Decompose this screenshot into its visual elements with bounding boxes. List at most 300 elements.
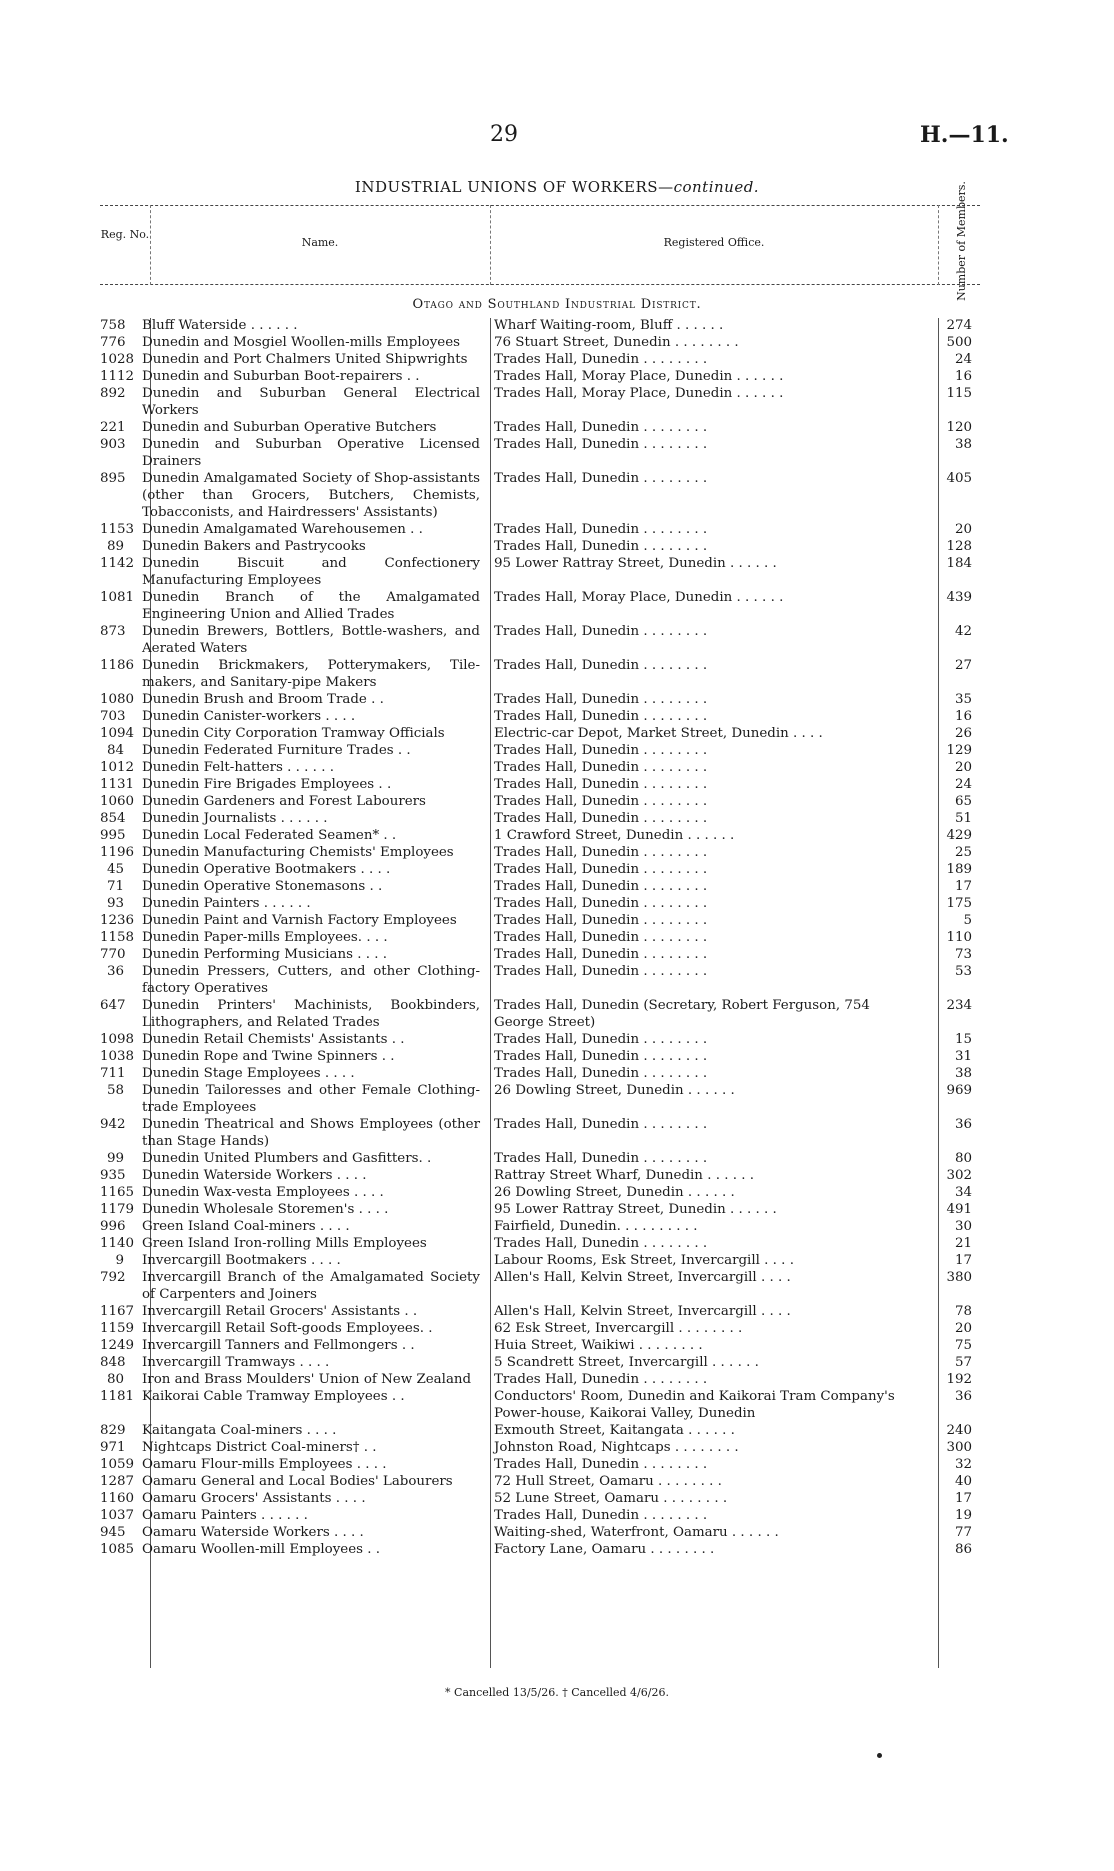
union-name-cell: Dunedin Amalgamated Society of Shop-assistants (other than Grocers, Butchers, Chemists, Tobacconists, and Hairdressers' Assistants) — [142, 471, 480, 520]
registered-office-cell: Trades Hall, Moray Place, Dunedin . . . . . . — [494, 369, 784, 384]
registered-office-cell: Trades Hall, Dunedin . . . . . . . . — [494, 845, 708, 860]
reg-no-cell: 1181 — [100, 1389, 135, 1404]
header-name: Name. — [301, 236, 339, 249]
members-count-cell: 53 — [954, 964, 972, 979]
table-row — [100, 691, 980, 708]
reg-no-cell: 93 — [106, 896, 124, 911]
reg-no-cell: 1012 — [100, 760, 135, 775]
reg-no-cell: 945 — [100, 1525, 126, 1540]
table-row — [100, 997, 980, 1031]
registered-office-cell: Trades Hall, Dunedin . . . . . . . . — [494, 862, 708, 877]
reg-no-cell: 80 — [106, 1372, 124, 1387]
registered-office-cell: Huia Street, Waikiwi . . . . . . . . — [494, 1338, 703, 1353]
reg-no-cell: 45 — [106, 862, 124, 877]
members-count-cell: 36 — [954, 1389, 972, 1404]
union-name-cell: Dunedin Wholesale Storemen's . . . . — [142, 1202, 389, 1217]
union-name-cell: Invercargill Retail Grocers' Assistants . . — [142, 1304, 418, 1319]
registered-office-cell: Trades Hall, Dunedin . . . . . . . . — [494, 658, 708, 673]
union-name-cell: Dunedin Branch of the Amalgamated Engineering Union and Allied Trades — [142, 590, 480, 622]
registered-office-cell: Trades Hall, Dunedin . . . . . . . . — [494, 624, 708, 639]
table-row — [100, 759, 980, 776]
members-count-cell: 120 — [946, 420, 972, 435]
union-name-cell: Invercargill Tramways . . . . — [142, 1355, 330, 1370]
union-name-cell: Dunedin Printers' Machinists, Bookbinders, Lithographers, and Related Trades — [142, 998, 480, 1030]
table-row — [100, 725, 980, 742]
union-name-cell: Dunedin Canister-workers . . . . — [142, 709, 356, 724]
page-number: 29 — [490, 122, 518, 147]
registered-office-cell: Trades Hall, Dunedin . . . . . . . . — [494, 1457, 708, 1472]
members-count-cell: 80 — [954, 1151, 972, 1166]
header-bottom-rule — [100, 284, 980, 285]
union-name-cell: Dunedin Federated Furniture Trades . . — [142, 743, 411, 758]
table-row — [100, 657, 980, 691]
union-name-cell: Dunedin City Corporation Tramway Officials — [142, 726, 445, 741]
reg-no-cell: 935 — [100, 1168, 126, 1183]
table-row — [100, 929, 980, 946]
members-count-cell: 302 — [946, 1168, 972, 1183]
header-divider-office — [938, 205, 939, 285]
members-count-cell: 24 — [954, 777, 972, 792]
registered-office-cell: Trades Hall, Dunedin . . . . . . . . — [494, 522, 708, 537]
registered-office-cell: Allen's Hall, Kelvin Street, Invercargill . . . . — [494, 1270, 791, 1285]
table-row — [100, 844, 980, 861]
members-count-cell: 20 — [954, 522, 972, 537]
table-row — [100, 521, 980, 538]
table-row — [100, 385, 980, 419]
members-count-cell: 16 — [954, 709, 972, 724]
union-name-cell: Dunedin and Mosgiel Woollen-mills Employees — [142, 335, 461, 350]
union-name-cell: Dunedin and Suburban Boot-repairers . . — [142, 369, 420, 384]
reg-no-cell: 1160 — [100, 1491, 135, 1506]
members-count-cell: 30 — [954, 1219, 972, 1234]
reg-no-cell: 892 — [100, 386, 126, 401]
union-name-cell: Invercargill Branch of the Amalgamated Society of Carpenters and Joiners — [142, 1270, 480, 1302]
members-count-cell: 38 — [954, 1066, 972, 1081]
table-row — [100, 1167, 980, 1184]
reg-no-cell: 1037 — [100, 1508, 135, 1523]
registered-office-cell: 76 Stuart Street, Dunedin . . . . . . . . — [494, 335, 739, 350]
members-count-cell: 65 — [954, 794, 972, 809]
table-row — [100, 1218, 980, 1235]
table-row — [100, 351, 980, 368]
union-name-cell: Nightcaps District Coal-miners† . . — [142, 1440, 377, 1455]
reg-no-cell: 1028 — [100, 352, 135, 367]
table-row — [100, 1507, 980, 1524]
union-name-cell: Dunedin Operative Bootmakers . . . . — [142, 862, 391, 877]
members-count-cell: 184 — [946, 556, 972, 571]
members-count-cell: 25 — [954, 845, 972, 860]
registered-office-cell: Trades Hall, Dunedin . . . . . . . . — [494, 1032, 708, 1047]
members-count-cell: 128 — [946, 539, 972, 554]
union-name-cell: Oamaru Painters . . . . . . — [142, 1508, 308, 1523]
registered-office-cell: Trades Hall, Dunedin . . . . . . . . — [494, 1049, 708, 1064]
registered-office-cell: Trades Hall, Dunedin . . . . . . . . — [494, 964, 708, 979]
union-name-cell: Dunedin Brickmakers, Potterymakers, Tile-makers, and Sanitary-pipe Makers — [142, 658, 480, 690]
reg-no-cell: 1142 — [100, 556, 135, 571]
reg-no-cell: 895 — [100, 471, 126, 486]
members-count-cell: 129 — [946, 743, 972, 758]
table-row — [100, 419, 980, 436]
registered-office-cell: Trades Hall, Dunedin . . . . . . . . — [494, 760, 708, 775]
footnote: * Cancelled 13/5/26. † Cancelled 4/6/26. — [445, 1686, 669, 1699]
table-row — [100, 1116, 980, 1150]
table-row — [100, 1320, 980, 1337]
registered-office-cell: Johnston Road, Nightcaps . . . . . . . . — [494, 1440, 739, 1455]
reg-no-cell: 792 — [100, 1270, 126, 1285]
table-row — [100, 1184, 980, 1201]
members-count-cell: 300 — [946, 1440, 972, 1455]
members-count-cell: 234 — [946, 998, 972, 1013]
members-count-cell: 20 — [954, 760, 972, 775]
reg-no-cell: 71 — [106, 879, 124, 894]
union-name-cell: Dunedin Gardeners and Forest Labourers — [142, 794, 426, 809]
table-row — [100, 912, 980, 929]
union-name-cell: Dunedin Wax-vesta Employees . . . . — [142, 1185, 384, 1200]
registered-office-cell: 26 Dowling Street, Dunedin . . . . . . — [494, 1083, 735, 1098]
reg-no-cell: 758 — [100, 318, 126, 333]
registered-office-cell: Fairfield, Dunedin. . . . . . . . . . — [494, 1219, 698, 1234]
registered-office-cell: Trades Hall, Dunedin . . . . . . . . — [494, 879, 708, 894]
table-row — [100, 1354, 980, 1371]
registered-office-cell: Conductors' Room, Dunedin and Kaikorai Tram Company's Power-house, Kaikorai Valley, Dunedin — [494, 1389, 895, 1421]
members-count-cell: 189 — [946, 862, 972, 877]
members-count-cell: 27 — [954, 658, 972, 673]
table-row — [100, 368, 980, 385]
members-count-cell: 24 — [954, 352, 972, 367]
reg-no-cell: 1179 — [100, 1202, 135, 1217]
reg-no-cell: 1236 — [100, 913, 135, 928]
reg-no-cell: 221 — [100, 420, 126, 435]
members-count-cell: 17 — [954, 879, 972, 894]
registered-office-cell: 95 Lower Rattray Street, Dunedin . . . . . . — [494, 1202, 777, 1217]
reg-no-cell: 770 — [100, 947, 126, 962]
union-name-cell: Dunedin Retail Chemists' Assistants . . — [142, 1032, 405, 1047]
union-name-cell: Dunedin Biscuit and Confectionery Manufacturing Employees — [142, 556, 480, 588]
union-name-cell: Dunedin Journalists . . . . . . — [142, 811, 328, 826]
members-count-cell: 86 — [954, 1542, 972, 1557]
table-row — [100, 1541, 980, 1558]
reg-no-cell: 1165 — [100, 1185, 135, 1200]
reg-no-cell: 1287 — [100, 1474, 135, 1489]
registered-office-cell: Trades Hall, Dunedin . . . . . . . . — [494, 811, 708, 826]
reg-no-cell: 9 — [115, 1253, 124, 1268]
table-row — [100, 1048, 980, 1065]
members-count-cell: 500 — [946, 335, 972, 350]
members-count-cell: 73 — [954, 947, 972, 962]
registered-office-cell: Electric-car Depot, Market Street, Dunedin . . . . — [494, 726, 823, 741]
registered-office-cell: Trades Hall, Dunedin . . . . . . . . — [494, 1151, 708, 1166]
page-title — [0, 178, 1114, 196]
registered-office-cell: Exmouth Street, Kaitangata . . . . . . — [494, 1423, 735, 1438]
union-name-cell: Invercargill Bootmakers . . . . — [142, 1253, 341, 1268]
members-count-cell: 20 — [954, 1321, 972, 1336]
union-name-cell: Dunedin Pressers, Cutters, and other Clothing-factory Operatives — [142, 964, 480, 996]
registered-office-cell: Trades Hall, Dunedin . . . . . . . . — [494, 1372, 708, 1387]
table-row — [100, 1065, 980, 1082]
reg-no-cell: 1060 — [100, 794, 135, 809]
members-count-cell: 75 — [954, 1338, 972, 1353]
reg-no-cell: 1249 — [100, 1338, 135, 1353]
members-count-cell: 240 — [946, 1423, 972, 1438]
registered-office-cell: Allen's Hall, Kelvin Street, Invercargill . . . . — [494, 1304, 791, 1319]
union-name-cell: Dunedin and Port Chalmers United Shipwrights — [142, 352, 468, 367]
table-row — [100, 1082, 980, 1116]
members-count-cell: 38 — [954, 437, 972, 452]
table-row — [100, 1269, 980, 1303]
table-row — [100, 334, 980, 351]
union-name-cell: Dunedin Brush and Broom Trade . . — [142, 692, 384, 707]
members-count-cell: 26 — [954, 726, 972, 741]
table-row — [100, 827, 980, 844]
union-name-cell: Dunedin Paper-mills Employees. . . . — [142, 930, 388, 945]
union-name-cell: Oamaru General and Local Bodies' Labourers — [142, 1474, 453, 1489]
members-count-cell: 57 — [954, 1355, 972, 1370]
union-name-cell: Dunedin and Suburban General Electrical Workers — [142, 386, 480, 418]
union-name-cell: Dunedin Brewers, Bottlers, Bottle-washers, and Aerated Waters — [142, 624, 480, 656]
union-name-cell: Dunedin Stage Employees . . . . — [142, 1066, 355, 1081]
table-row — [100, 1150, 980, 1167]
members-count-cell: 16 — [954, 369, 972, 384]
union-name-cell: Invercargill Retail Soft-goods Employees. . — [142, 1321, 433, 1336]
registered-office-cell: Trades Hall, Dunedin . . . . . . . . — [494, 420, 708, 435]
registered-office-cell: Trades Hall, Dunedin . . . . . . . . — [494, 1236, 708, 1251]
registered-office-cell: Trades Hall, Moray Place, Dunedin . . . . . . — [494, 590, 784, 605]
members-count-cell: 192 — [946, 1372, 972, 1387]
table-row — [100, 1031, 980, 1048]
reg-no-cell: 873 — [100, 624, 126, 639]
table-row — [100, 317, 980, 334]
reg-no-cell: 647 — [100, 998, 126, 1013]
reg-no-cell: 1038 — [100, 1049, 135, 1064]
union-name-cell: Bluff Waterside . . . . . . — [142, 318, 298, 333]
reg-no-cell: 1159 — [100, 1321, 135, 1336]
document-reference: H.—11. — [920, 122, 1009, 148]
registered-office-cell: Trades Hall, Dunedin . . . . . . . . — [494, 1508, 708, 1523]
registered-office-cell: Trades Hall, Dunedin (Secretary, Robert Ferguson, 754 George Street) — [494, 998, 870, 1030]
table-row — [100, 1388, 980, 1422]
union-name-cell: Dunedin Waterside Workers . . . . — [142, 1168, 367, 1183]
header-reg-no: Reg. No. — [100, 228, 150, 241]
union-name-cell: Iron and Brass Moulders' Union of New Zealand — [142, 1372, 472, 1387]
reg-no-cell: 776 — [100, 335, 126, 350]
members-count-cell: 439 — [946, 590, 972, 605]
members-count-cell: 40 — [954, 1474, 972, 1489]
table-row — [100, 1303, 980, 1320]
union-name-cell: Dunedin Fire Brigades Employees . . — [142, 777, 392, 792]
reg-no-cell: 1094 — [100, 726, 135, 741]
reg-no-cell: 99 — [106, 1151, 124, 1166]
union-name-cell: Dunedin Manufacturing Chemists' Employees — [142, 845, 454, 860]
union-name-cell: Green Island Iron-rolling Mills Employees — [142, 1236, 427, 1251]
members-count-cell: 17 — [954, 1491, 972, 1506]
table-row — [100, 538, 980, 555]
registered-office-cell: Trades Hall, Dunedin . . . . . . . . — [494, 777, 708, 792]
union-name-cell: Dunedin Tailoresses and other Female Clothing-trade Employees — [142, 1083, 480, 1115]
printer-mark — [877, 1753, 882, 1758]
registered-office-cell: Trades Hall, Dunedin . . . . . . . . — [494, 1117, 708, 1132]
members-count-cell: 17 — [954, 1253, 972, 1268]
reg-no-cell: 1140 — [100, 1236, 135, 1251]
table-row — [100, 1337, 980, 1354]
table-row — [100, 946, 980, 963]
members-count-cell: 380 — [946, 1270, 972, 1285]
reg-no-cell: 1098 — [100, 1032, 135, 1047]
table-row — [100, 861, 980, 878]
registered-office-cell: Trades Hall, Dunedin . . . . . . . . — [494, 437, 708, 452]
table-row — [100, 793, 980, 810]
union-name-cell: Dunedin Rope and Twine Spinners . . — [142, 1049, 395, 1064]
members-count-cell: 34 — [954, 1185, 972, 1200]
union-name-cell: Dunedin Performing Musicians . . . . — [142, 947, 388, 962]
reg-no-cell: 829 — [100, 1423, 126, 1438]
members-count-cell: 15 — [954, 1032, 972, 1047]
registered-office-cell: Factory Lane, Oamaru . . . . . . . . — [494, 1542, 715, 1557]
reg-no-cell: 995 — [100, 828, 126, 843]
registered-office-cell: Trades Hall, Dunedin . . . . . . . . — [494, 471, 708, 486]
registered-office-cell: Wharf Waiting-room, Bluff . . . . . . — [494, 318, 724, 333]
reg-no-cell: 942 — [100, 1117, 126, 1132]
registered-office-cell: Trades Hall, Dunedin . . . . . . . . — [494, 1066, 708, 1081]
union-name-cell: Dunedin Theatrical and Shows Employees (other than Stage Hands) — [142, 1117, 480, 1149]
registered-office-cell: 52 Lune Street, Oamaru . . . . . . . . — [494, 1491, 728, 1506]
reg-no-cell: 971 — [100, 1440, 126, 1455]
reg-no-cell: 1080 — [100, 692, 135, 707]
registered-office-cell: 1 Crawford Street, Dunedin . . . . . . — [494, 828, 735, 843]
union-name-cell: Dunedin Local Federated Seamen* . . — [142, 828, 397, 843]
members-count-cell: 175 — [946, 896, 972, 911]
registered-office-cell: Trades Hall, Dunedin . . . . . . . . — [494, 709, 708, 724]
registered-office-cell: Trades Hall, Dunedin . . . . . . . . — [494, 896, 708, 911]
registered-office-cell: 95 Lower Rattray Street, Dunedin . . . . . . — [494, 556, 777, 571]
reg-no-cell: 848 — [100, 1355, 126, 1370]
reg-no-cell: 1112 — [100, 369, 135, 384]
reg-no-cell: 1059 — [100, 1457, 135, 1472]
union-name-cell: Green Island Coal-miners . . . . — [142, 1219, 350, 1234]
table-row — [100, 1524, 980, 1541]
union-name-cell: Dunedin Paint and Varnish Factory Employees — [142, 913, 457, 928]
reg-no-cell: 703 — [100, 709, 126, 724]
registered-office-cell: Trades Hall, Dunedin . . . . . . . . — [494, 539, 708, 554]
union-name-cell: Invercargill Tanners and Fellmongers . . — [142, 1338, 415, 1353]
registered-office-cell: Trades Hall, Dunedin . . . . . . . . — [494, 352, 708, 367]
registered-office-cell: Trades Hall, Moray Place, Dunedin . . . . . . — [494, 386, 784, 401]
union-name-cell: Oamaru Waterside Workers . . . . — [142, 1525, 364, 1540]
union-name-cell: Dunedin Operative Stonemasons . . — [142, 879, 383, 894]
registered-office-cell: 26 Dowling Street, Dunedin . . . . . . — [494, 1185, 735, 1200]
table-row — [100, 436, 980, 470]
members-count-cell: 32 — [954, 1457, 972, 1472]
reg-no-cell: 58 — [106, 1083, 124, 1098]
union-name-cell: Oamaru Woollen-mill Employees . . — [142, 1542, 381, 1557]
members-count-cell: 42 — [954, 624, 972, 639]
reg-no-cell: 996 — [100, 1219, 126, 1234]
union-name-cell: Dunedin and Suburban Operative Licensed Drainers — [142, 437, 480, 469]
members-count-cell: 969 — [946, 1083, 972, 1098]
members-count-cell: 274 — [946, 318, 972, 333]
union-name-cell: Dunedin Amalgamated Warehousemen . . — [142, 522, 423, 537]
union-name-cell: Oamaru Grocers' Assistants . . . . — [142, 1491, 366, 1506]
table-row — [100, 1371, 980, 1388]
registered-office-cell: 5 Scandrett Street, Invercargill . . . . . . — [494, 1355, 759, 1370]
reg-no-cell: 903 — [100, 437, 126, 452]
registered-office-cell: 62 Esk Street, Invercargill . . . . . . . . — [494, 1321, 743, 1336]
table-row — [100, 623, 980, 657]
reg-no-cell: 36 — [106, 964, 124, 979]
registered-office-cell: Waiting-shed, Waterfront, Oamaru . . . . . . — [494, 1525, 779, 1540]
header-office: Registered Office. — [663, 236, 765, 249]
registered-office-cell: Trades Hall, Dunedin . . . . . . . . — [494, 913, 708, 928]
table-row — [100, 776, 980, 793]
reg-no-cell: 1085 — [100, 1542, 135, 1557]
reg-no-cell: 711 — [100, 1066, 126, 1081]
table-row — [100, 1235, 980, 1252]
registered-office-cell: Labour Rooms, Esk Street, Invercargill . . . . — [494, 1253, 794, 1268]
registered-office-cell: Trades Hall, Dunedin . . . . . . . . — [494, 794, 708, 809]
members-count-cell: 31 — [954, 1049, 972, 1064]
title-suffix: continued. — [673, 178, 760, 196]
union-name-cell: Dunedin Felt-hatters . . . . . . — [142, 760, 334, 775]
members-count-cell: 77 — [954, 1525, 972, 1540]
table-row — [100, 963, 980, 997]
reg-no-cell: 1131 — [100, 777, 135, 792]
union-name-cell: Dunedin Painters . . . . . . — [142, 896, 311, 911]
registered-office-cell: Rattray Street Wharf, Dunedin . . . . . . — [494, 1168, 755, 1183]
table-row — [100, 742, 980, 759]
table-row — [100, 470, 980, 521]
reg-no-cell: 1167 — [100, 1304, 135, 1319]
union-name-cell: Dunedin United Plumbers and Gasfitters. . — [142, 1151, 432, 1166]
members-count-cell: 21 — [954, 1236, 972, 1251]
district-heading: Otago and Southland Industrial District. — [412, 297, 702, 312]
registered-office-cell: Trades Hall, Dunedin . . . . . . . . — [494, 692, 708, 707]
title-main: INDUSTRIAL UNIONS OF WORKERS— — [354, 178, 674, 196]
table-row — [100, 1201, 980, 1218]
members-count-cell: 36 — [954, 1117, 972, 1132]
table-row — [100, 1473, 980, 1490]
members-count-cell: 429 — [946, 828, 972, 843]
table-row — [100, 895, 980, 912]
reg-no-cell: 1196 — [100, 845, 135, 860]
members-count-cell: 110 — [946, 930, 972, 945]
registered-office-cell: Trades Hall, Dunedin . . . . . . . . — [494, 743, 708, 758]
registered-office-cell: 72 Hull Street, Oamaru . . . . . . . . — [494, 1474, 722, 1489]
reg-no-cell: 854 — [100, 811, 126, 826]
table-row — [100, 810, 980, 827]
members-count-cell: 78 — [954, 1304, 972, 1319]
registered-office-cell: Trades Hall, Dunedin . . . . . . . . — [494, 930, 708, 945]
members-count-cell: 5 — [963, 913, 972, 928]
table-row — [100, 1439, 980, 1456]
union-name-cell: Dunedin Bakers and Pastrycooks — [142, 539, 366, 554]
reg-no-cell: 1158 — [100, 930, 135, 945]
union-name-cell: Kaitangata Coal-miners . . . . — [142, 1423, 337, 1438]
reg-no-cell: 84 — [106, 743, 124, 758]
header-members — [942, 181, 982, 301]
table-row — [100, 589, 980, 623]
table-row — [100, 1456, 980, 1473]
members-count-cell: 51 — [954, 811, 972, 826]
reg-no-cell: 1081 — [100, 590, 135, 605]
members-count-cell: 19 — [954, 1508, 972, 1523]
table-row — [100, 708, 980, 725]
table-row — [100, 555, 980, 589]
members-count-cell: 115 — [946, 386, 972, 401]
union-name-cell: Oamaru Flour-mills Employees . . . . — [142, 1457, 387, 1472]
reg-no-cell: 89 — [106, 539, 124, 554]
reg-no-cell: 1186 — [100, 658, 135, 673]
members-count-cell: 491 — [946, 1202, 972, 1217]
table-row — [100, 1252, 980, 1269]
